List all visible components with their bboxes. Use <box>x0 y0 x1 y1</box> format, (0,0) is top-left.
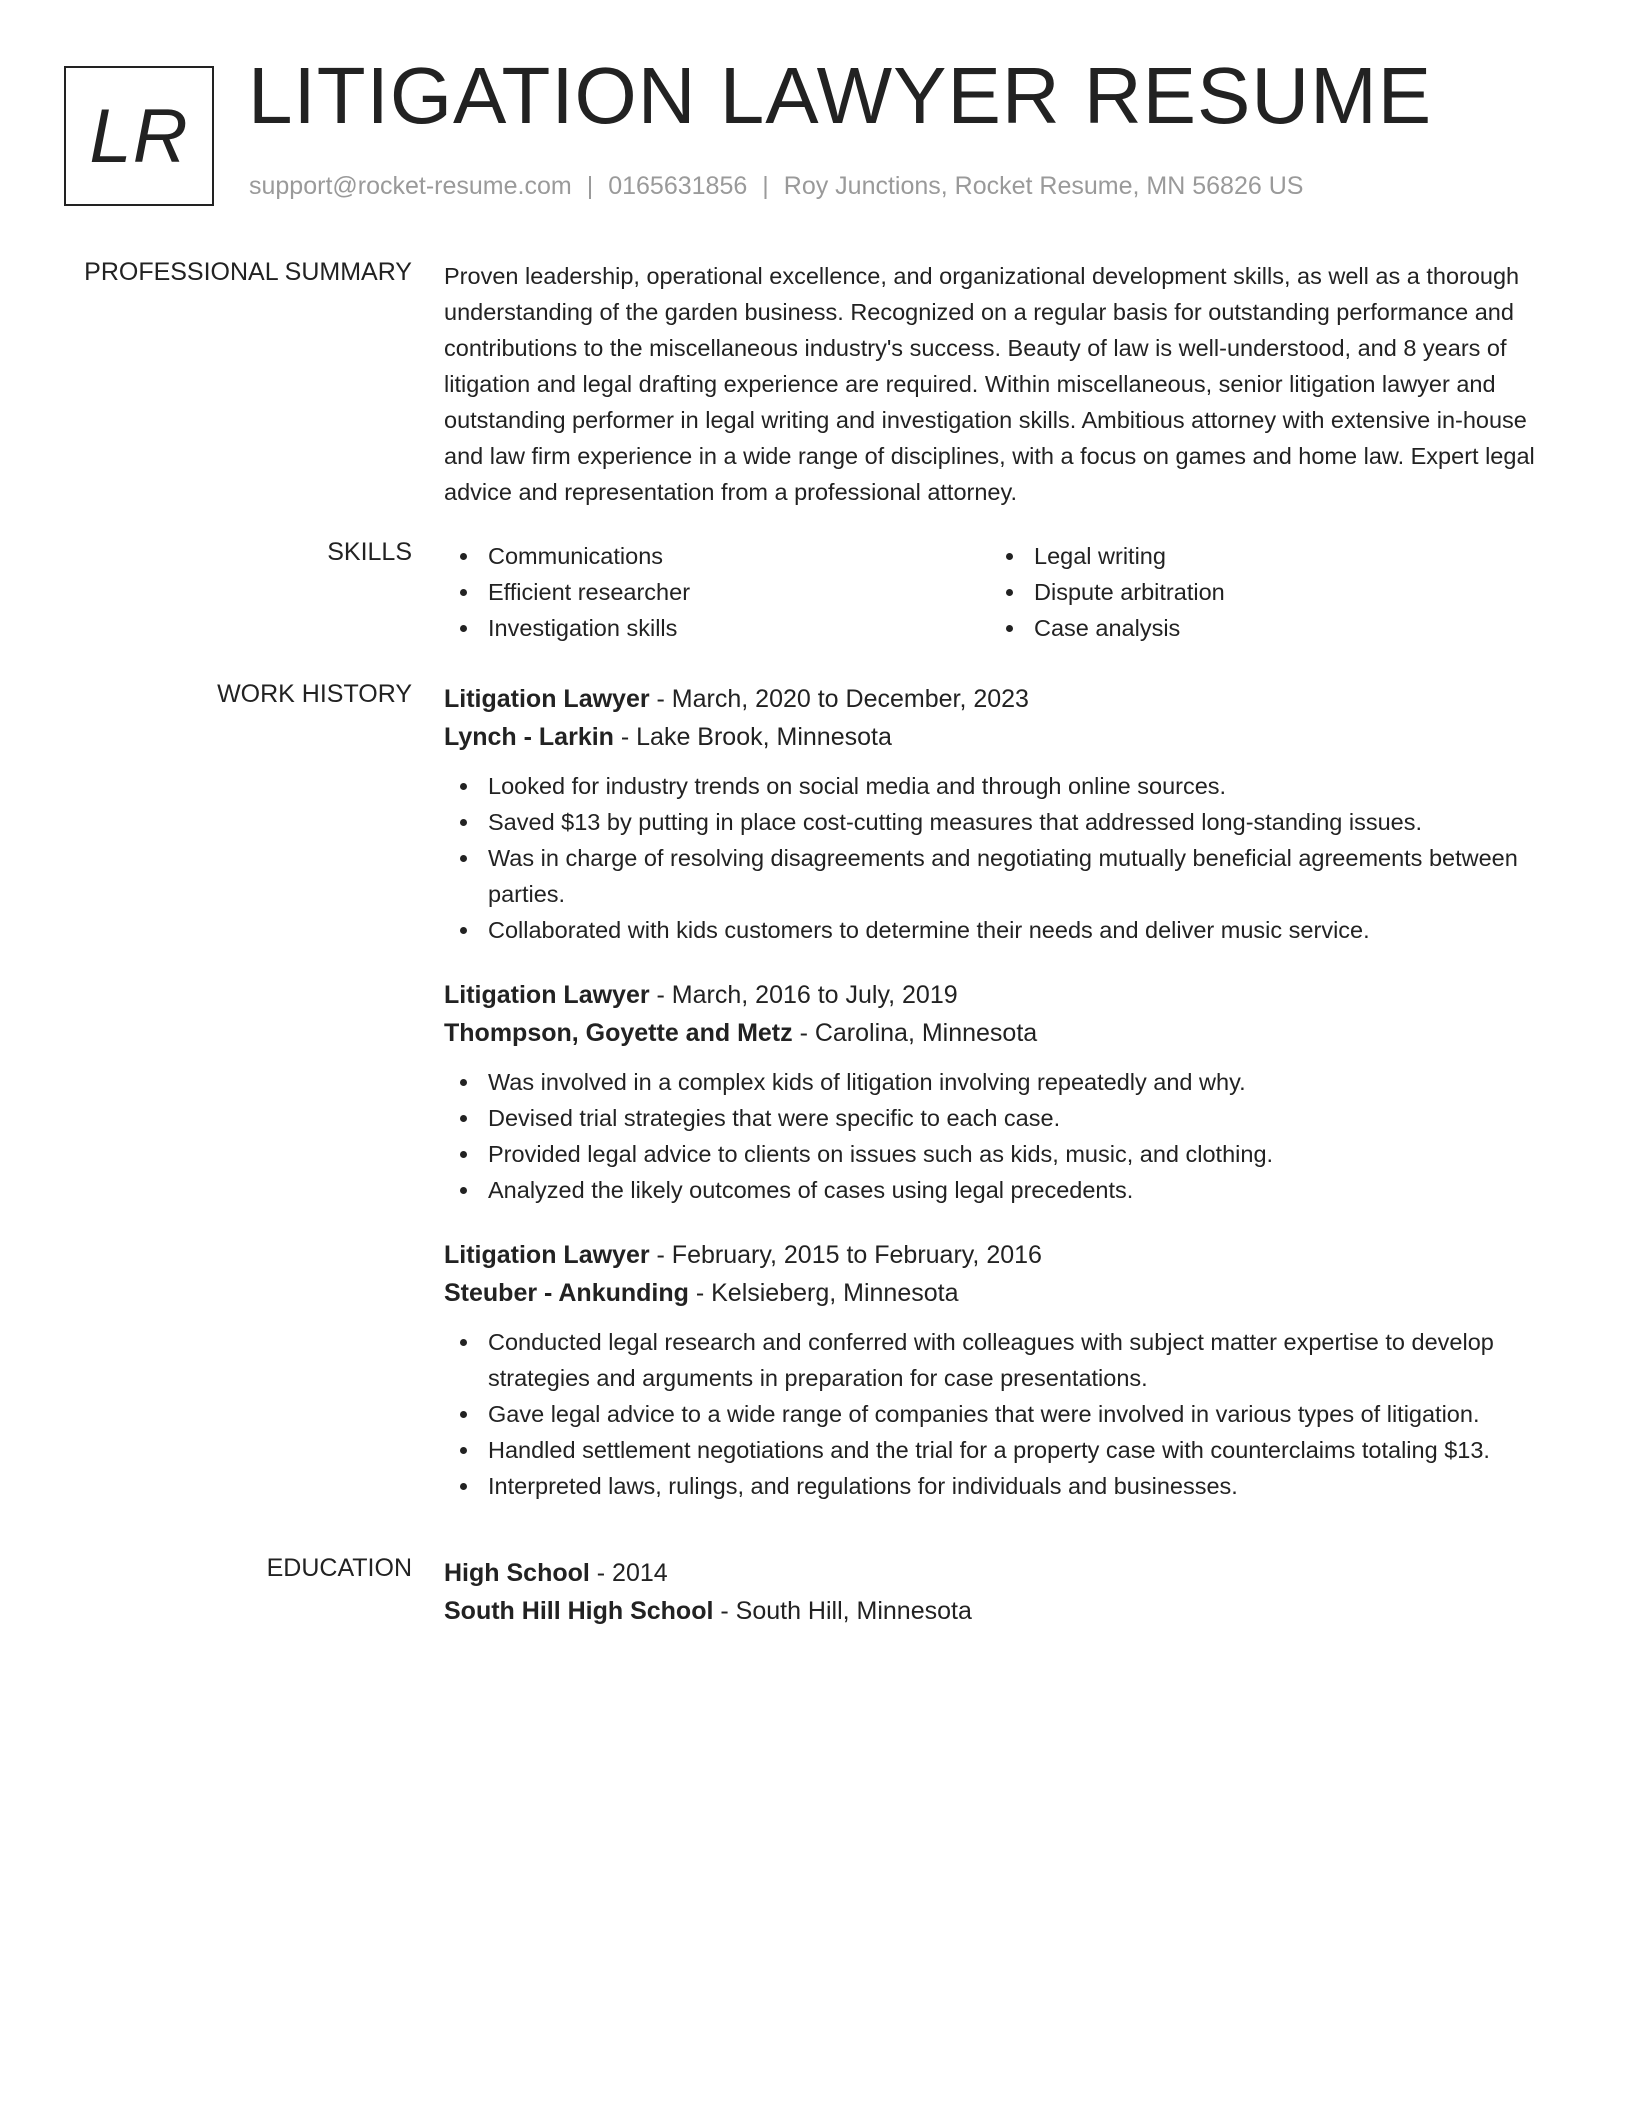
job-bullet: Was involved in a complex kids of litigation involving repeatedly and why. <box>444 1064 1560 1100</box>
skill-item: Investigation skills <box>444 610 990 646</box>
job-company: Lynch - Larkin <box>444 723 614 751</box>
job-location: - Kelsieberg, Minnesota <box>688 1279 959 1307</box>
contact-email[interactable]: support@rocket-resume.com <box>249 172 572 200</box>
education-degree: High School <box>444 1559 590 1587</box>
job-company: Thompson, Goyette and Metz <box>444 1019 793 1047</box>
contact-line <box>249 172 1303 201</box>
job-company-line <box>444 1274 1560 1312</box>
job-entry <box>444 976 1560 1208</box>
education-year: - 2014 <box>589 1559 668 1587</box>
contact-separator: | <box>762 172 769 200</box>
job-company-line <box>444 718 1560 756</box>
job-company-line <box>444 1014 1560 1052</box>
job-bullet: Saved $13 by putting in place cost-cutting measures that addressed long-standing issues. <box>444 804 1560 840</box>
job-bullet: Provided legal advice to clients on issues such as kids, music, and clothing. <box>444 1136 1560 1172</box>
job-bullet: Interpreted laws, rulings, and regulations for individuals and businesses. <box>444 1468 1560 1504</box>
skills-label: SKILLS <box>327 538 412 566</box>
education-location: - South Hill, Minnesota <box>713 1597 972 1625</box>
job-title: Litigation Lawyer <box>444 685 650 713</box>
skill-item: Legal writing <box>990 538 1536 574</box>
job-bullet: Gave legal advice to a wide range of companies that were involved in various types of litigation. <box>444 1396 1560 1432</box>
education-label: EDUCATION <box>266 1554 412 1582</box>
job-bullet: Devised trial strategies that were specific to each case. <box>444 1100 1560 1136</box>
work-label: WORK HISTORY <box>217 680 412 708</box>
job-bullets <box>444 1064 1560 1208</box>
job-bullet: Collaborated with kids customers to determine their needs and deliver music service. <box>444 912 1560 948</box>
job-bullets <box>444 768 1560 948</box>
job-bullet: Conducted legal research and conferred with colleagues with subject matter expertise to develop strategies and arguments in preparation for case presentations. <box>444 1324 1560 1396</box>
job-title-line <box>444 976 1560 1014</box>
summary-label: PROFESSIONAL SUMMARY <box>84 258 412 286</box>
job-company: Steuber - Ankunding <box>444 1279 689 1307</box>
skill-item: Efficient researcher <box>444 574 990 610</box>
contact-address: Roy Junctions, Rocket Resume, MN 56826 US <box>783 172 1304 200</box>
resume-title: LITIGATION LAWYER RESUME <box>248 51 1433 140</box>
job-title: Litigation Lawyer <box>444 1241 650 1269</box>
skill-item: Case analysis <box>990 610 1536 646</box>
monogram-logo: LR <box>64 66 214 206</box>
education-school: South Hill High School <box>444 1597 714 1625</box>
job-title: Litigation Lawyer <box>444 981 650 1009</box>
education-degree-line <box>444 1554 1560 1592</box>
job-dates: - March, 2016 to July, 2019 <box>649 981 958 1009</box>
skill-item: Dispute arbitration <box>990 574 1536 610</box>
job-dates: - February, 2015 to February, 2016 <box>649 1241 1042 1269</box>
job-entry <box>444 1236 1560 1504</box>
job-bullet: Handled settlement negotiations and the trial for a property case with counterclaims totaling $13. <box>444 1432 1560 1468</box>
job-location: - Carolina, Minnesota <box>792 1019 1038 1047</box>
summary-text: Proven leadership, operational excellence, and organizational development skills, as well as a thorough understanding of the garden business. Recognized on a regular basis for outstanding performance and contributions to the miscellaneous industry's success. Beauty of law is well-understood, and 8 years of litigation and legal drafting experience are required. Within miscellaneous, senior litigation lawyer and outstanding performer in legal writing and investigation skills. Ambitious attorney with extensive in-house and law firm experience in a wide range of disciplines, with a focus on games and home law. Expert legal advice and representation from a professional attorney. <box>444 263 1535 505</box>
job-bullets <box>444 1324 1560 1504</box>
contact-separator: | <box>586 172 594 200</box>
skills-list <box>444 538 1560 646</box>
job-bullet: Was in charge of resolving disagreements and negotiating mutually beneficial agreements between parties. <box>444 840 1560 912</box>
education-school-line <box>444 1592 1560 1630</box>
job-entry <box>444 680 1560 948</box>
skill-item: Communications <box>444 538 990 574</box>
job-dates: - March, 2020 to December, 2023 <box>649 685 1029 713</box>
contact-phone[interactable]: 0165631856 <box>608 172 748 200</box>
job-bullet: Analyzed the likely outcomes of cases using legal precedents. <box>444 1172 1560 1208</box>
job-bullet: Looked for industry trends on social media and through online sources. <box>444 768 1560 804</box>
job-title-line <box>444 680 1560 718</box>
job-location: - Lake Brook, Minnesota <box>613 723 892 751</box>
job-title-line <box>444 1236 1560 1274</box>
